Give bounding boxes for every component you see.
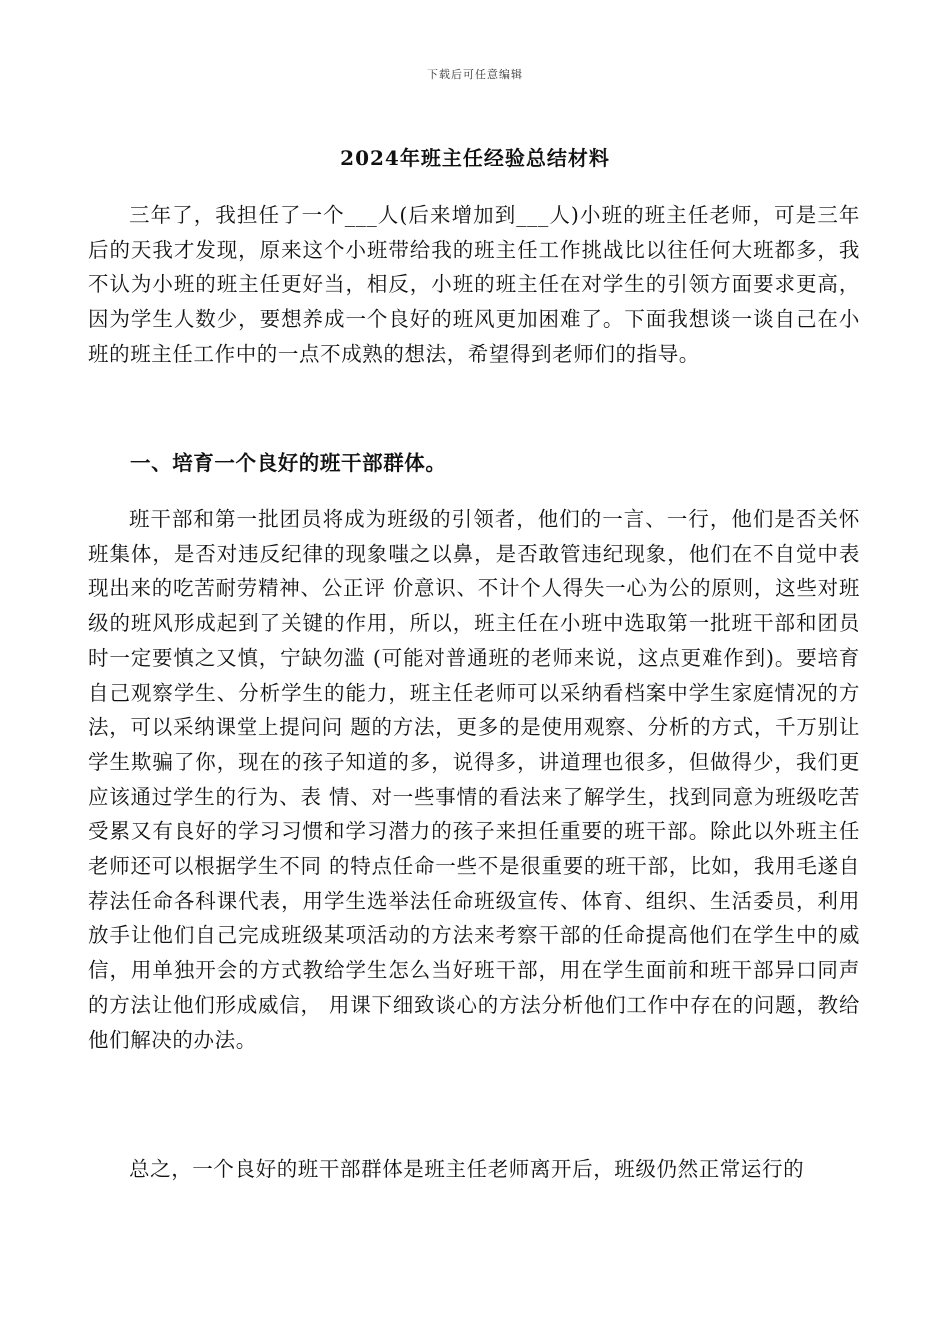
conclusion-paragraph: 总之，一个良好的班干部群体是班主任老师离开后，班级仍然正常运行的 bbox=[129, 1157, 805, 1181]
header-note: 下载后可任意编辑 bbox=[427, 68, 523, 81]
section-heading: 一、培育一个良好的班干部群体。 bbox=[130, 451, 447, 475]
section-body-paragraph: 班干部和第一批团员将成为班级的引领者，他们的一言、一行，他们是否关怀班集体，是否对违反纪律的现象嗤之以鼻，是否敢管违纪现象，他们在不自觉中表现出来的吃苦耐劳精神、公正评 价意识、不计个人得失一心为公的原则，这些对班级的班风形成起到了关键的作用，所以，班主任在小班中选取第一批班干部和团员时一定要慎之又慎，宁缺勿滥 (可能对普通班的老师来说，这点更难作到)。要培育自己观察学生、分析学生的能力，班主任老师可以采纳看档案中学生家庭情况的方法，可以采纳课堂上提问问 题的方法，更多的是使用观察、分析的方式，千万别让学生欺骗了你，现在的孩子知道的多，说得多，讲道理也很多，但做得少，我们更应该通过学生的行为、表 情、对一些事情的看法来了解学生，找到同意为班级吃苦受累又有良好的学习习惯和学习潜力的孩子来担任重要的班干部。除此以外班主任老师还可以根据学生不同 的特点任命一些不是很重要的班干部，比如，我用毛遂自荐法任命各科课代表，用学生选举法任命班级宣传、体育、组织、生活委员，利用放手让他们自己完成班级某项活动的方法来考察干部的任命提高他们在学生中的威信，用单独开会的方式教给学生怎么当好班干部，用在学生面前和班干部异口同声的方法让他们形成威信， 用课下细致谈心的方法分析他们工作中存在的问题，教给他们解决的办法。 bbox=[88, 507, 860, 1052]
document-title: 2024年班主任经验总结材料 bbox=[340, 146, 610, 170]
intro-paragraph: 三年了，我担任了一个___人(后来增加到___人)小班的班主任老师，可是三年后的天我才发现，原来这个小班带给我的班主任工作挑战比以往任何大班都多，我 不认为小班的班主任更好当，相反，小班的班主任在对学生的引领方面要求更高，因为学生人数少，要想养成一个良好的班风更加困难了。下面我想谈一谈自己在小 班的班主任工作中的一点不成熟的想法，希望得到老师们的指导。 bbox=[88, 203, 860, 366]
